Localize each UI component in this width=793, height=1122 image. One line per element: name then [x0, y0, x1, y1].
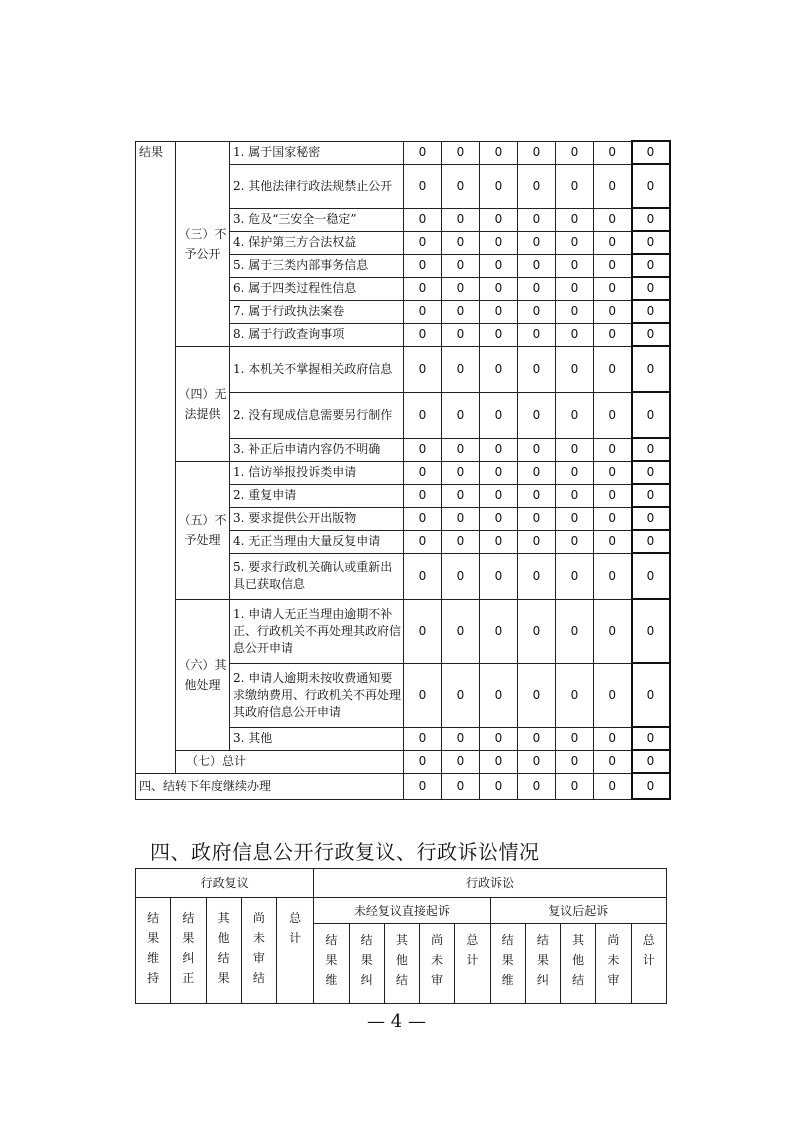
- value-cell: 0: [442, 530, 480, 553]
- value-cell: 0: [404, 346, 442, 392]
- value-cell: 0: [404, 392, 442, 438]
- value-cell: 0: [556, 750, 594, 773]
- value-cell: 0: [632, 323, 670, 346]
- value-cell: 0: [480, 530, 518, 553]
- row-item-label: 3. 其他: [230, 727, 404, 750]
- value-cell: 0: [632, 530, 670, 553]
- value-cell: 0: [556, 553, 594, 599]
- value-cell: 0: [404, 277, 442, 300]
- value-cell: 0: [518, 254, 556, 277]
- litigation-col-header: [314, 924, 349, 1004]
- row-item-label: 4. 保护第三方合法权益: [230, 231, 404, 254]
- value-cell: 0: [442, 392, 480, 438]
- value-cell: 0: [518, 323, 556, 346]
- value-cell: 0: [480, 277, 518, 300]
- value-cell: 0: [480, 750, 518, 773]
- table-row: [136, 346, 670, 392]
- value-cell: 0: [632, 484, 670, 507]
- value-cell: 0: [594, 553, 632, 599]
- direct-col-label: 结果纠: [360, 933, 373, 987]
- value-cell: 0: [480, 392, 518, 438]
- row-item-label: 2. 申请人逾期未按收费通知要求缴纳费用、行政机关不再处理其政府信息公开申请: [230, 663, 404, 727]
- direct-col-label: 总计: [466, 933, 479, 967]
- group-label: （三）不予公开: [176, 141, 230, 346]
- value-cell: 0: [594, 208, 632, 231]
- value-cell: 0: [480, 208, 518, 231]
- after-col-label: 结果纠: [536, 933, 549, 987]
- value-cell: 0: [556, 663, 594, 727]
- value-cell: 0: [480, 141, 518, 164]
- value-cell: 0: [480, 663, 518, 727]
- review-col-label: 结果维持: [147, 911, 160, 985]
- value-cell: 0: [632, 141, 670, 164]
- litigation-col-header: [525, 924, 560, 1004]
- value-cell: 0: [442, 484, 480, 507]
- value-cell: 0: [404, 231, 442, 254]
- row-item-label: 3. 补正后申请内容仍不明确: [230, 438, 404, 461]
- direct-col-label: 其他结: [395, 933, 408, 987]
- value-cell: 0: [594, 164, 632, 208]
- value-cell: 0: [518, 484, 556, 507]
- value-cell: 0: [404, 507, 442, 530]
- value-cell: 0: [404, 484, 442, 507]
- value-cell: 0: [518, 599, 556, 663]
- value-cell: 0: [556, 231, 594, 254]
- review-col-label: 总计: [289, 911, 302, 945]
- direct-col-label: 结果维: [325, 933, 338, 987]
- value-cell: 0: [556, 461, 594, 484]
- review-col-label: 尚未审结: [252, 911, 265, 985]
- total-row: [136, 750, 670, 773]
- value-cell: 0: [480, 164, 518, 208]
- review-col-header: [171, 898, 206, 1004]
- value-cell: 0: [632, 773, 670, 799]
- value-cell: 0: [594, 254, 632, 277]
- value-cell: 0: [556, 254, 594, 277]
- value-cell: 0: [632, 750, 670, 773]
- value-cell: 0: [518, 507, 556, 530]
- value-cell: 0: [632, 300, 670, 323]
- value-cell: 0: [442, 300, 480, 323]
- value-cell: 0: [594, 231, 632, 254]
- after-col-label: 尚未审: [607, 933, 620, 987]
- value-cell: 0: [442, 507, 480, 530]
- row-item-label: 2. 重复申请: [230, 484, 404, 507]
- value-cell: 0: [518, 164, 556, 208]
- value-cell: 0: [480, 254, 518, 277]
- value-cell: 0: [556, 277, 594, 300]
- value-cell: 0: [632, 727, 670, 750]
- value-cell: 0: [404, 727, 442, 750]
- review-col-header: [206, 898, 241, 1004]
- section-title: 四、政府信息公开行政复议、行政诉讼情况: [150, 840, 540, 864]
- value-cell: 0: [480, 507, 518, 530]
- value-cell: 0: [404, 208, 442, 231]
- value-cell: 0: [518, 773, 556, 799]
- value-cell: 0: [442, 141, 480, 164]
- review-col-header: [277, 898, 314, 1004]
- value-cell: 0: [632, 507, 670, 530]
- value-cell: 0: [518, 727, 556, 750]
- value-cell: 0: [404, 553, 442, 599]
- row-item-label: 5. 属于三类内部事务信息: [230, 254, 404, 277]
- value-cell: 0: [632, 461, 670, 484]
- value-cell: 0: [480, 553, 518, 599]
- value-cell: 0: [404, 254, 442, 277]
- value-cell: 0: [480, 599, 518, 663]
- value-cell: 0: [442, 599, 480, 663]
- value-cell: 0: [518, 461, 556, 484]
- after-col-label: 结果维: [501, 933, 514, 987]
- total-label: （七）总计: [176, 750, 404, 773]
- value-cell: 0: [632, 254, 670, 277]
- value-cell: 0: [442, 254, 480, 277]
- value-cell: 0: [518, 553, 556, 599]
- value-cell: 0: [480, 346, 518, 392]
- value-cell: 0: [480, 461, 518, 484]
- value-cell: 0: [442, 438, 480, 461]
- value-cell: 0: [594, 530, 632, 553]
- value-cell: 0: [594, 507, 632, 530]
- value-cell: 0: [404, 599, 442, 663]
- value-cell: 0: [404, 323, 442, 346]
- value-cell: 0: [594, 392, 632, 438]
- litigation-col-header: [420, 924, 455, 1004]
- value-cell: 0: [594, 461, 632, 484]
- page-number: — 4 —: [367, 1011, 426, 1032]
- table-row: [136, 141, 670, 164]
- value-cell: 0: [632, 231, 670, 254]
- litigation-col-header: [596, 924, 631, 1004]
- row-item-label: 1. 本机关不掌握相关政府信息: [230, 346, 404, 392]
- after-col-label: 总计: [642, 933, 655, 967]
- value-cell: 0: [632, 392, 670, 438]
- value-cell: 0: [404, 750, 442, 773]
- value-cell: 0: [556, 300, 594, 323]
- litigation-col-header: [349, 924, 384, 1004]
- litigation-header: 行政诉讼: [314, 869, 667, 898]
- value-cell: 0: [632, 663, 670, 727]
- row-item-label: 7. 属于行政执法案卷: [230, 300, 404, 323]
- value-cell: 0: [442, 208, 480, 231]
- value-cell: 0: [480, 773, 518, 799]
- value-cell: 0: [518, 208, 556, 231]
- value-cell: 0: [518, 530, 556, 553]
- after-header: 复议后起诉: [490, 898, 666, 924]
- value-cell: 0: [556, 727, 594, 750]
- value-cell: 0: [594, 141, 632, 164]
- value-cell: 0: [594, 727, 632, 750]
- row-item-label: 1. 信访举报投诉类申请: [230, 461, 404, 484]
- row-item-label: 8. 属于行政查询事项: [230, 323, 404, 346]
- value-cell: 0: [632, 438, 670, 461]
- value-cell: 0: [632, 164, 670, 208]
- value-cell: 0: [480, 438, 518, 461]
- group-label: （六）其他处理: [176, 599, 230, 750]
- review-col-label: 其他结果: [217, 911, 230, 985]
- section-label: 结果: [136, 141, 176, 773]
- value-cell: 0: [556, 392, 594, 438]
- value-cell: 0: [480, 300, 518, 323]
- row-item-label: 2. 其他法律行政法规禁止公开: [230, 164, 404, 208]
- table-row: [136, 599, 670, 663]
- row-item-label: 3. 危及“三安全一稳定”: [230, 208, 404, 231]
- results-table: [135, 140, 671, 800]
- value-cell: 0: [518, 750, 556, 773]
- value-cell: 0: [442, 164, 480, 208]
- value-cell: 0: [594, 599, 632, 663]
- carry-row: [136, 773, 670, 799]
- value-cell: 0: [632, 553, 670, 599]
- value-cell: 0: [556, 438, 594, 461]
- litigation-col-header: [490, 924, 525, 1004]
- value-cell: 0: [404, 141, 442, 164]
- value-cell: 0: [404, 164, 442, 208]
- review-col-label: 结果纠正: [182, 911, 195, 985]
- group-label: （四）无法提供: [176, 346, 230, 461]
- value-cell: 0: [518, 277, 556, 300]
- litigation-col-header: [384, 924, 419, 1004]
- row-item-label: 4. 无正当理由大量反复申请: [230, 530, 404, 553]
- value-cell: 0: [594, 323, 632, 346]
- value-cell: 0: [594, 663, 632, 727]
- value-cell: 0: [556, 346, 594, 392]
- row-item-label: 2. 没有现成信息需要另行制作: [230, 392, 404, 438]
- value-cell: 0: [480, 484, 518, 507]
- value-cell: 0: [404, 663, 442, 727]
- value-cell: 0: [518, 392, 556, 438]
- value-cell: 0: [556, 530, 594, 553]
- direct-col-label: 尚未审: [431, 933, 444, 987]
- value-cell: 0: [442, 231, 480, 254]
- value-cell: 0: [442, 553, 480, 599]
- review-col-header: [136, 898, 171, 1004]
- value-cell: 0: [556, 507, 594, 530]
- value-cell: 0: [556, 323, 594, 346]
- value-cell: 0: [442, 663, 480, 727]
- litigation-col-header: [561, 924, 596, 1004]
- row-item-label: 3. 要求提供公开出版物: [230, 507, 404, 530]
- value-cell: 0: [556, 599, 594, 663]
- value-cell: 0: [556, 773, 594, 799]
- value-cell: 0: [594, 438, 632, 461]
- value-cell: 0: [632, 346, 670, 392]
- value-cell: 0: [594, 773, 632, 799]
- direct-header: 未经复议直接起诉: [314, 898, 490, 924]
- value-cell: 0: [404, 530, 442, 553]
- value-cell: 0: [442, 346, 480, 392]
- litigation-col-header: [631, 924, 666, 1004]
- value-cell: 0: [442, 461, 480, 484]
- value-cell: 0: [404, 461, 442, 484]
- value-cell: 0: [518, 438, 556, 461]
- value-cell: 0: [594, 277, 632, 300]
- value-cell: 0: [632, 208, 670, 231]
- row-item-label: 6. 属于四类过程性信息: [230, 277, 404, 300]
- value-cell: 0: [518, 141, 556, 164]
- value-cell: 0: [594, 484, 632, 507]
- value-cell: 0: [404, 773, 442, 799]
- value-cell: 0: [404, 300, 442, 323]
- row-item-label: 1. 属于国家秘密: [230, 141, 404, 164]
- value-cell: 0: [480, 231, 518, 254]
- review-header: 行政复议: [136, 869, 314, 898]
- value-cell: 0: [480, 727, 518, 750]
- value-cell: 0: [594, 346, 632, 392]
- row-item-label: 1. 申请人无正当理由逾期不补正、行政机关不再处理其政府信息公开申请: [230, 599, 404, 663]
- value-cell: 0: [480, 323, 518, 346]
- value-cell: 0: [442, 750, 480, 773]
- value-cell: 0: [442, 323, 480, 346]
- carry-label: 四、结转下年度继续办理: [136, 773, 404, 799]
- value-cell: 0: [556, 164, 594, 208]
- table-row: [136, 461, 670, 484]
- value-cell: 0: [556, 141, 594, 164]
- value-cell: 0: [518, 346, 556, 392]
- after-col-label: 其他结: [572, 933, 585, 987]
- review-litigation-table: [135, 868, 667, 1004]
- value-cell: 0: [556, 208, 594, 231]
- review-col-header: [241, 898, 276, 1004]
- value-cell: 0: [518, 300, 556, 323]
- value-cell: 0: [594, 300, 632, 323]
- value-cell: 0: [556, 484, 594, 507]
- value-cell: 0: [518, 663, 556, 727]
- value-cell: 0: [632, 599, 670, 663]
- value-cell: 0: [594, 750, 632, 773]
- value-cell: 0: [518, 231, 556, 254]
- row-item-label: 5. 要求行政机关确认或重新出具已获取信息: [230, 553, 404, 599]
- value-cell: 0: [632, 277, 670, 300]
- group-label: （五）不予处理: [176, 461, 230, 599]
- litigation-col-header: [455, 924, 490, 1004]
- value-cell: 0: [442, 727, 480, 750]
- value-cell: 0: [404, 438, 442, 461]
- value-cell: 0: [442, 773, 480, 799]
- value-cell: 0: [442, 277, 480, 300]
